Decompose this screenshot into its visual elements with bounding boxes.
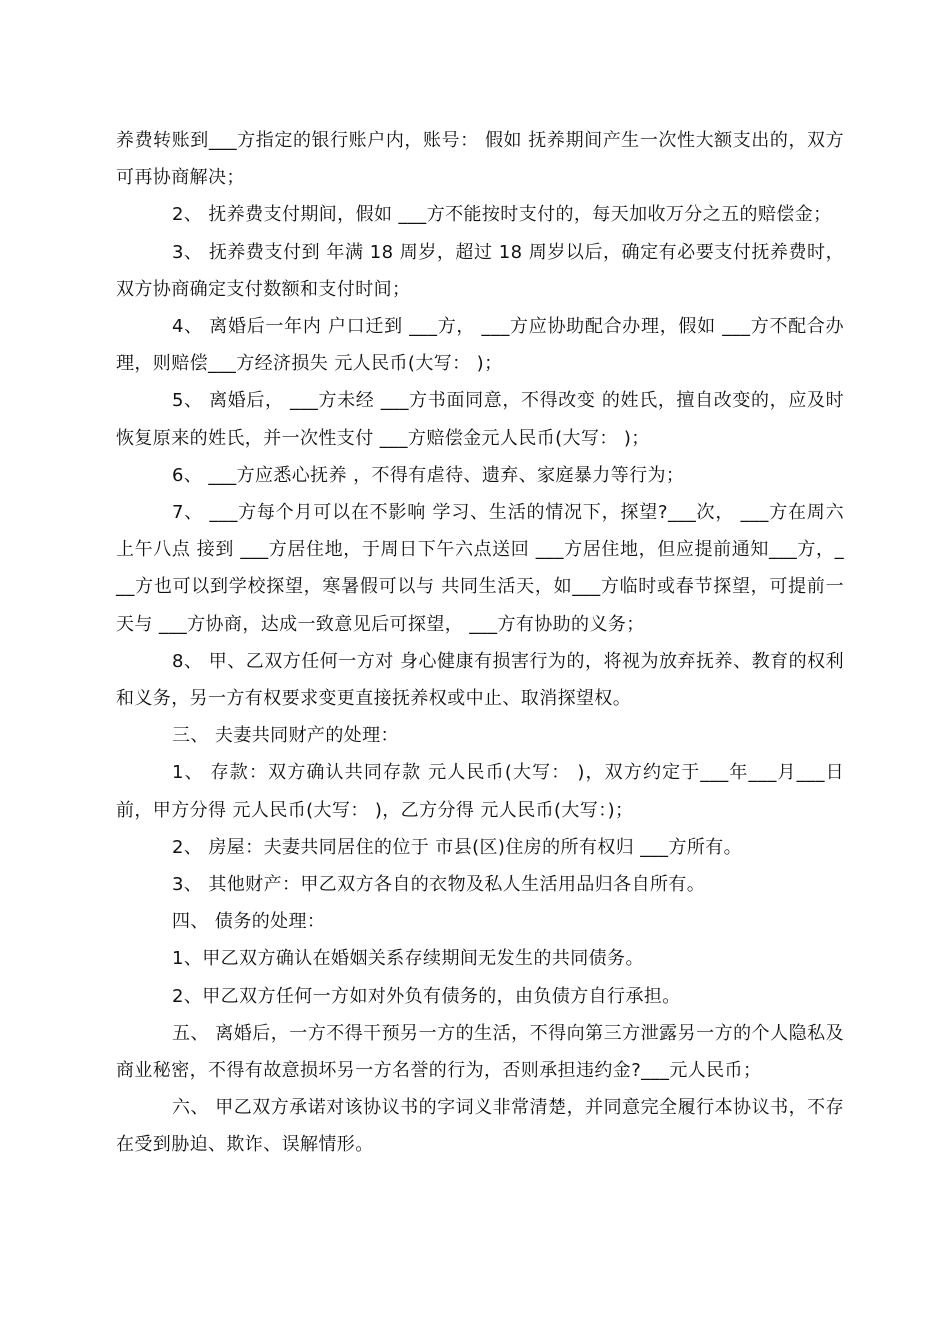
paragraph-6: 7、 ___方每个月可以在不影响 学习、生活的情况下，探望?___次， ___方在周六上午八点 接到 ___方居住地，于周日下午六点送回 ___方居住地，但应提前通知___方，___方也可以到学校探望，寒暑假可以与 共同生活天，如___方临时或春节探望，可提前一天与 ___方协商，达成一致意见后可探望， ___方有协助的义务； [116, 502, 844, 635]
paragraph-14: 2、甲乙双方任何一方如对外负有债务的，由负债方自行承担。 [172, 985, 681, 1007]
paragraph-1: 2、 抚养费支付期间，假如 ___方不能按时支付的，每天加收万分之五的赔偿金； [172, 204, 832, 226]
section-heading-4: 四、 债务的处理： [172, 911, 326, 933]
document-body [116, 122, 844, 1164]
paragraph-4: 5、 离婚后， ___方未经 ___方书面同意，不得改变 的姓氏，擅自改变的，应及时恢复原来的姓氏，并一次性支付 ___方赔偿金元人民币(大写： )； [116, 390, 844, 449]
paragraph-11: 3、 其他财产：甲乙双方各自的衣物及私人生活用品归各自所有。 [172, 874, 706, 896]
paragraph-9: 1、 存款：双方确认共同存款 元人民币(大写： )，双方约定于___年___月___日前，甲方分得 元人民币(大写： )，乙方分得 元人民币(大写：)； [116, 762, 844, 821]
paragraph-5: 6、 ___方应悉心抚养 ，不得有虐待、遗弃、家庭暴力等行为； [172, 464, 685, 486]
section-heading-3: 三、 夫妻共同财产的处理： [172, 725, 399, 747]
paragraph-7: 8、 甲、乙双方任何一方对 身心健康有损害行为的，将视为放弃抚养、教育的权利和义务，另一方有权要求变更直接抚养权或中止、取消探望权。 [116, 650, 844, 710]
paragraph-10: 2、 房屋：夫妻共同居住的位于 市县(区)住房的所有权归 ___方所有。 [172, 836, 743, 858]
section-heading-6: 六、 甲乙双方承诺对该协议书的字词义非常清楚，并同意完全履行本协议书，不存在受到胁迫、欺诈、误解情形。 [116, 1097, 844, 1156]
paragraph-2: 3、 抚养费支付到 年满 18 周岁，超过 18 周岁以后，确定有必要支付抚养费时，双方协商确定支付数额和支付时间； [116, 241, 844, 300]
paragraph-0: 养费转账到___方指定的银行账户内，账号： 假如 抚养期间产生一次性大额支出的，双方可再协商解决； [116, 130, 844, 189]
paragraph-13: 1、甲乙双方确认在婚姻关系存续期间无发生的共同债务。 [172, 948, 644, 970]
section-heading-5: 五、 离婚后，一方不得干预另一方的生活，不得向第三方泄露另一方的个人隐私及商业秘密，不得有故意损坏另一方名誉的行为，否则承担违约金?___元人民币； [116, 1022, 844, 1082]
paragraph-3: 4、 离婚后一年内 户口迁到 ___方， ___方应协助配合办理，假如 ___方不配合办理，则赔偿___方经济损失 元人民币(大写： )； [116, 316, 844, 375]
